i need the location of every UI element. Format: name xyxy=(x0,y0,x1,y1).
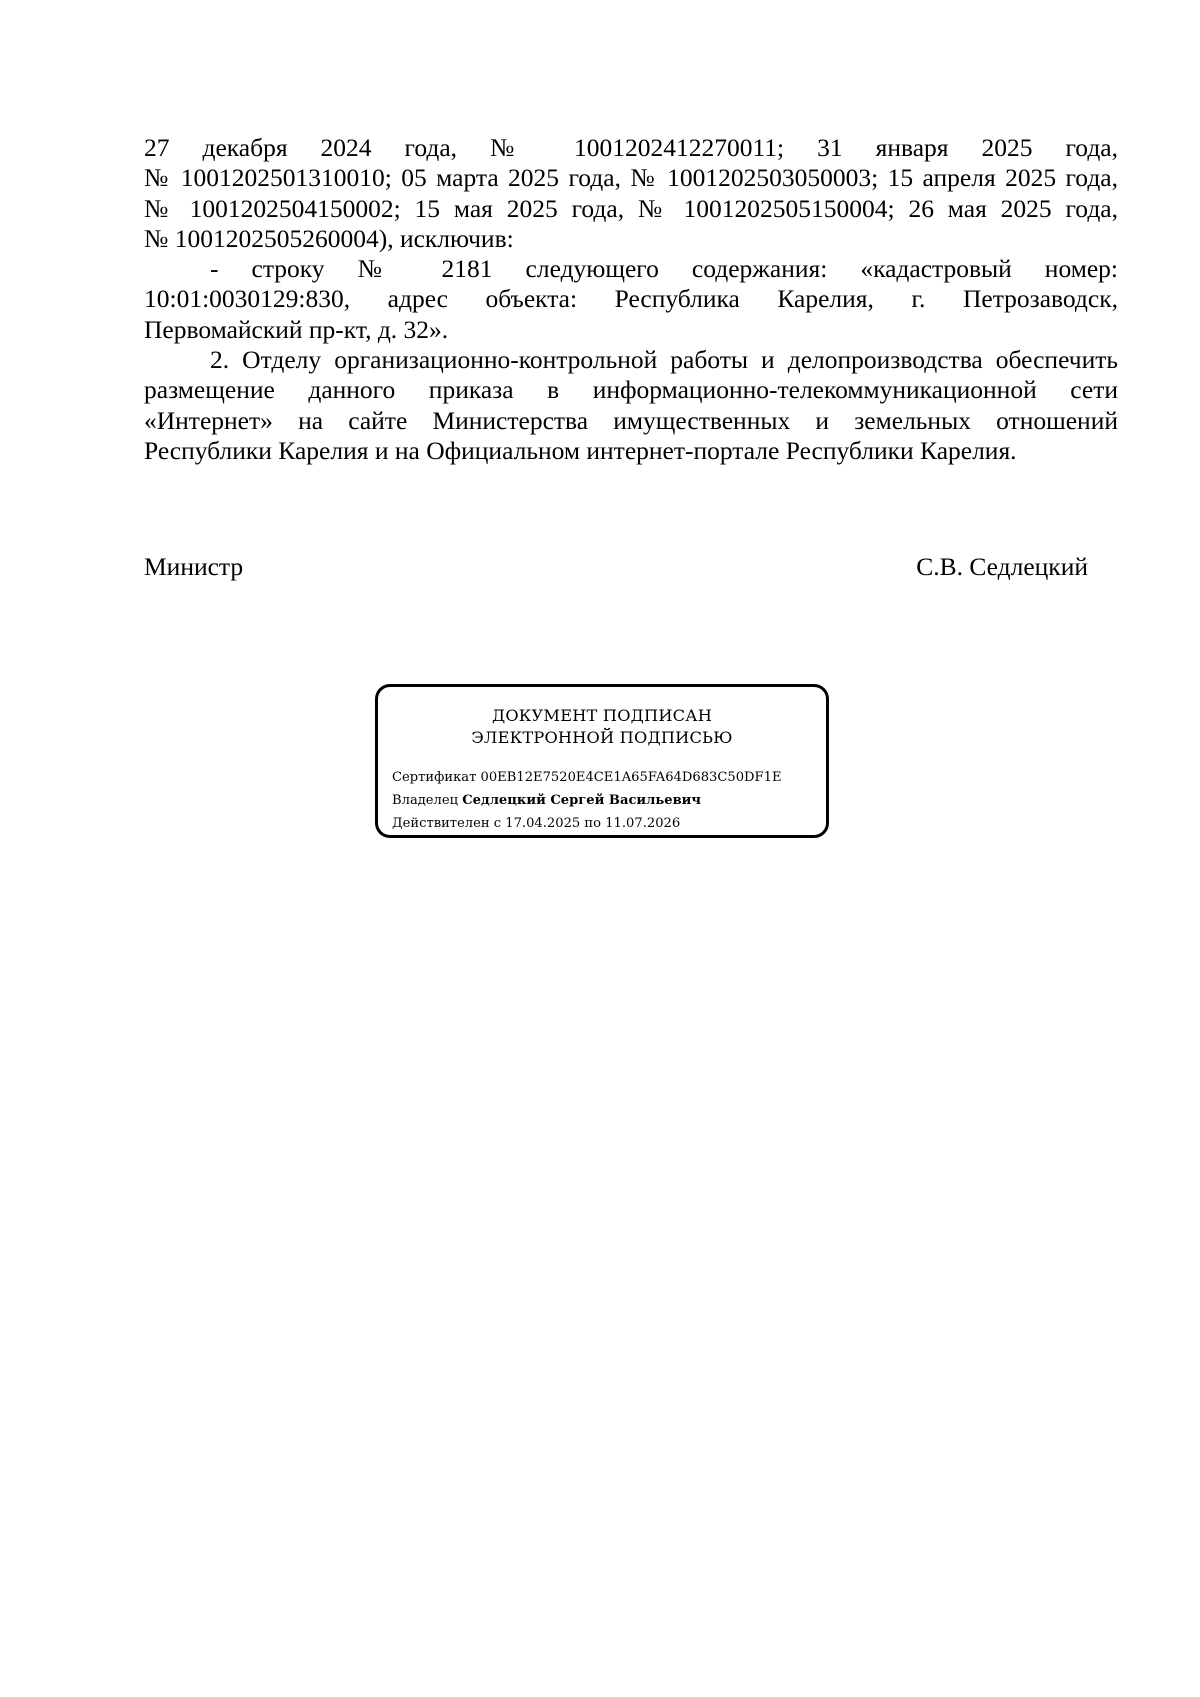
valid-from: 17.04.2025 xyxy=(505,816,581,832)
valid-to: 11.07.2026 xyxy=(605,816,681,832)
text-line: Республики Карелия и на Официальном интернет-портале Республики Карелия. xyxy=(144,435,1017,465)
document-body xyxy=(144,133,1118,466)
certificate-row xyxy=(392,766,782,789)
validity-prefix: Действителен с xyxy=(392,816,502,832)
text-line: № 1001202501310010; 05 марта 2025 года, № 1001202503050003; 15 апреля 2025 года, xyxy=(144,163,1118,193)
text-line: «Интернет» на сайте Министерства имущественных и земельных отношений xyxy=(144,405,1118,435)
text-line: Первомайский пр-кт, д. 32». xyxy=(144,314,449,344)
certificate-value: 00EB12E7520E4CE1A65FA64D683C50DF1E xyxy=(480,770,782,785)
electronic-signature-stamp xyxy=(375,684,829,838)
stamp-heading xyxy=(378,705,826,749)
stamp-details xyxy=(392,766,782,836)
certificate-label: Сертификат xyxy=(392,770,477,785)
text-line: 10:01:0030129:830, адрес объекта: Республика Карелия, г. Петрозаводск, xyxy=(144,284,1118,314)
paragraph-publication-order xyxy=(144,345,1118,466)
validity-middle: по xyxy=(584,816,602,832)
text-line: размещение данного приказа в информационно-телекоммуникационной сети xyxy=(144,375,1118,405)
owner-label: Владелец xyxy=(392,793,459,809)
text-line: № 1001202505260004), исключив: xyxy=(144,223,514,253)
validity-row xyxy=(392,812,782,835)
text-line: 2. Отделу организационно-контрольной работы и делопроизводства обеспечить xyxy=(210,345,1118,375)
text-line: 27 декабря 2024 года, № 1001202412270011; 31 января 2025 года, xyxy=(144,133,1118,162)
paragraph-excluded-row xyxy=(144,254,1118,345)
owner-value: Седлецкий Сергей Васильевич xyxy=(462,793,701,809)
stamp-heading-line: ДОКУМЕНТ ПОДПИСАН xyxy=(491,706,713,725)
text-line: № 1001202504150002; 15 мая 2025 года, № 1001202505150004; 26 мая 2025 года, xyxy=(144,193,1118,223)
signer-name: С.В. Седлецкий xyxy=(916,552,1088,581)
position-title: Министр xyxy=(144,552,244,581)
paragraph-registry-changes xyxy=(144,133,1118,254)
owner-row xyxy=(392,789,782,812)
text-line: - строку № 2181 следующего содержания: «кадастровый номер: xyxy=(210,254,1118,284)
stamp-heading-line: ЭЛЕКТРОННОЙ ПОДПИСЬЮ xyxy=(471,728,733,747)
